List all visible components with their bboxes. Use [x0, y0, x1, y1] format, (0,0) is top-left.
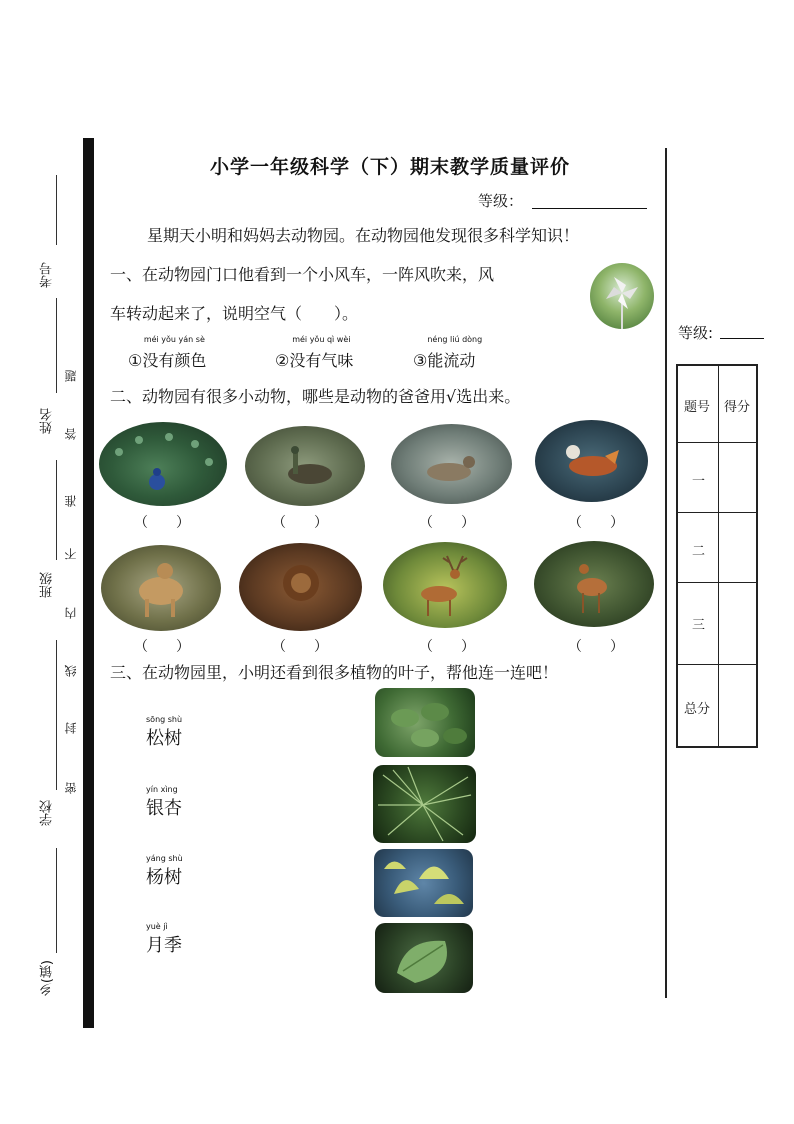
- option-number: ③: [413, 351, 428, 370]
- class-line: [56, 460, 57, 560]
- option-text-wrap: [289, 335, 354, 371]
- option-number: ②: [275, 351, 290, 370]
- side-grade-label: 等级:: [678, 324, 714, 342]
- seal-char: 封: [64, 722, 78, 734]
- seal-char: 密: [64, 782, 78, 794]
- pine-needle-icon: [373, 765, 476, 843]
- exam-no-label: 考号: [40, 262, 55, 288]
- table-row: [678, 442, 756, 513]
- answer-paren-8[interactable]: （ ）: [568, 639, 624, 655]
- binding-bar: [83, 138, 94, 1028]
- right-divider: [665, 148, 667, 998]
- col-question-header: 题号: [684, 400, 711, 415]
- plant-pinyin: yáng shù: [146, 854, 183, 863]
- side-grade-blank[interactable]: [720, 338, 764, 339]
- plant-name: 松树: [146, 728, 182, 749]
- answer-paren-6[interactable]: （ ）: [272, 639, 328, 655]
- plant-label-ginkgo[interactable]: [146, 785, 182, 820]
- answer-paren-4[interactable]: （ ）: [568, 515, 624, 531]
- grade-blank[interactable]: [532, 208, 647, 209]
- option-text: 没有气味: [289, 351, 354, 370]
- seal-char: 不: [64, 548, 78, 560]
- doe-photo: [534, 541, 654, 627]
- answer-paren-7[interactable]: （ ）: [419, 639, 475, 655]
- plant-label-pine[interactable]: [146, 715, 182, 750]
- female-duck-photo: [391, 424, 512, 504]
- col-score-header: 得分: [724, 400, 751, 415]
- school-label: 学校: [40, 800, 55, 826]
- seal-char: 线: [64, 665, 78, 677]
- option-text-wrap: [427, 335, 483, 371]
- option-text-wrap: [142, 335, 207, 371]
- seal-char: 准: [64, 495, 78, 507]
- answer-paren-3[interactable]: （ ）: [419, 515, 475, 531]
- total-label: 总分: [684, 702, 711, 717]
- score-table: [676, 364, 758, 748]
- page-title: 小学一年级科学（下）期末教学质量评价: [209, 156, 570, 178]
- plant-pinyin: yín xìng: [146, 785, 178, 794]
- rose-leaf-photo[interactable]: [375, 688, 475, 757]
- ginkgo-leaf-icon: [374, 849, 473, 917]
- lioness-photo: [101, 545, 221, 631]
- exam-no-line: [56, 175, 57, 245]
- option-pinyin: néng liú dòng: [427, 335, 483, 344]
- doe-icon: [534, 541, 654, 627]
- name-line: [56, 298, 57, 393]
- q2-text: 二、动物园有很多小动物，哪些是动物的爸爸用√选出来。: [110, 387, 521, 406]
- poplar-leaf-icon: [375, 923, 473, 993]
- q1-option-2[interactable]: [275, 335, 354, 371]
- answer-paren-2[interactable]: （ ）: [272, 515, 328, 531]
- mandarin-duck-icon: [535, 420, 648, 502]
- lion-photo: [239, 543, 362, 631]
- table-row: [678, 582, 756, 665]
- stag-icon: [383, 542, 507, 628]
- peahen-icon: [245, 426, 365, 506]
- leaf-cluster-icon: [375, 688, 475, 757]
- q3-text: 三、在动物园里，小明还看到很多植物的叶子，帮他连一连吧！: [110, 663, 559, 682]
- answer-paren-5[interactable]: （ ）: [134, 639, 190, 655]
- seal-char: 内: [64, 607, 78, 619]
- q1-option-1[interactable]: [128, 335, 207, 371]
- plant-name: 月季: [146, 935, 182, 956]
- town-label: 乡(镇): [40, 960, 55, 997]
- q1-line2: 车转动起来了，说明空气（ ）。: [110, 304, 359, 323]
- row-label: 二: [692, 544, 706, 559]
- poplar-leaf-photo[interactable]: [375, 923, 473, 993]
- peahen-photo: [245, 426, 365, 506]
- option-pinyin: méi yǒu qì wèi: [292, 335, 351, 344]
- duck-icon: [391, 424, 512, 504]
- grade-label: 等级：: [478, 192, 524, 210]
- lion-icon: [239, 543, 362, 631]
- row-label: 三: [692, 618, 706, 633]
- q1-line1: 一、在动物园门口他看到一个小风车，一阵风吹来，风: [110, 265, 495, 284]
- plant-name: 杨树: [146, 867, 182, 888]
- answer-paren-1[interactable]: （ ）: [134, 515, 190, 531]
- row-label: 一: [692, 474, 706, 489]
- town-line: [56, 848, 57, 953]
- intro-text: 星期天小明和妈妈去动物园。在动物园他发现很多科学知识！: [147, 226, 580, 245]
- plant-label-rose[interactable]: [146, 922, 182, 957]
- table-row: [678, 512, 756, 583]
- option-pinyin: méi yǒu yán sè: [143, 335, 205, 344]
- mandarin-duck-photo: [535, 420, 648, 502]
- name-label: 姓名: [40, 408, 55, 434]
- peacock-photo: [99, 422, 227, 506]
- school-line: [56, 640, 57, 790]
- pine-needle-photo[interactable]: [373, 765, 476, 843]
- peacock-icon: [99, 422, 227, 506]
- option-text: 没有颜色: [142, 351, 207, 370]
- option-text: 能流动: [427, 351, 476, 370]
- plant-label-poplar[interactable]: [146, 854, 183, 889]
- q1-option-3[interactable]: [413, 335, 483, 371]
- plant-pinyin: yuè jì: [146, 922, 168, 931]
- pinwheel-icon: [590, 263, 654, 329]
- option-number: ①: [128, 351, 143, 370]
- seal-char: 题: [64, 370, 78, 382]
- pinwheel-photo: [590, 263, 654, 329]
- class-label: 班级: [40, 572, 55, 598]
- plant-pinyin: sōng shù: [146, 715, 183, 724]
- ginkgo-leaf-photo[interactable]: [374, 849, 473, 917]
- seal-char: 答: [64, 428, 78, 440]
- lioness-icon: [101, 545, 221, 631]
- stag-photo: [383, 542, 507, 628]
- plant-name: 银杏: [146, 798, 182, 819]
